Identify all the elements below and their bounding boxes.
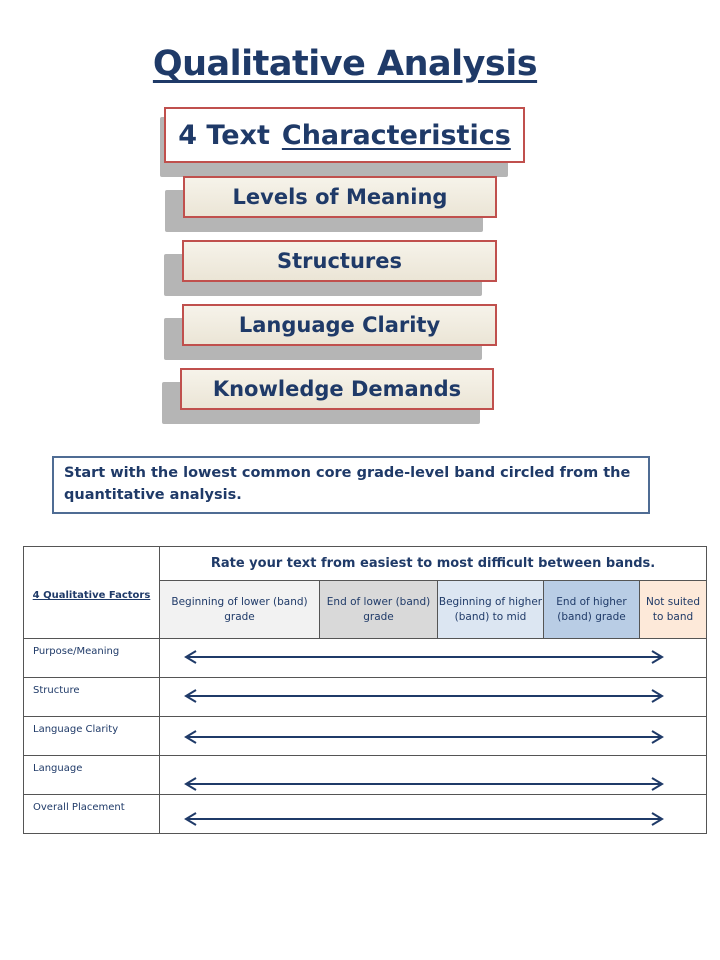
table-row	[24, 795, 707, 834]
rate-header: Rate your text from easiest to most difficult between bands.	[160, 547, 707, 581]
instruction-note: Start with the lowest common core grade-level band circled from the quantitative analysis.	[52, 456, 650, 514]
double-arrow-icon	[182, 649, 666, 665]
row-label: Purpose/Meaning	[24, 639, 160, 678]
band-beginning-higher: Beginning of higher (band) to mid	[438, 581, 544, 639]
rating-arrow-cell[interactable]	[160, 795, 707, 834]
rating-table	[23, 546, 707, 834]
subtitle-prefix: 4 Text	[178, 119, 270, 151]
rating-arrow-cell[interactable]	[160, 756, 707, 795]
row-label: Language	[24, 756, 160, 795]
subtitle-box	[164, 107, 525, 163]
table-row	[24, 756, 707, 795]
table-row	[24, 639, 707, 678]
table-row	[24, 678, 707, 717]
row-label: Structure	[24, 678, 160, 717]
characteristic-structures: Structures	[182, 240, 497, 282]
double-arrow-icon	[182, 729, 666, 745]
row-label: Overall Placement	[24, 795, 160, 834]
factors-header: 4 Qualitative Factors	[24, 547, 160, 639]
rating-arrow-cell[interactable]	[160, 678, 707, 717]
table-row	[24, 717, 707, 756]
double-arrow-icon	[182, 811, 666, 827]
characteristic-knowledge-demands: Knowledge Demands	[180, 368, 494, 410]
band-beginning-lower: Beginning of lower (band) grade	[160, 581, 320, 639]
double-arrow-icon	[182, 776, 666, 792]
rating-arrow-cell[interactable]	[160, 717, 707, 756]
rating-arrow-cell[interactable]	[160, 639, 707, 678]
page-title: Qualitative Analysis	[152, 44, 538, 84]
row-label: Language Clarity	[24, 717, 160, 756]
band-not-suited: Not suited to band	[640, 581, 707, 639]
characteristic-language-clarity: Language Clarity	[182, 304, 497, 346]
subtitle-underlined: Characteristics	[281, 119, 511, 151]
band-end-higher: End of higher (band) grade	[544, 581, 640, 639]
band-end-lower: End of lower (band) grade	[320, 581, 438, 639]
double-arrow-icon	[182, 688, 666, 704]
characteristic-levels-of-meaning: Levels of Meaning	[183, 176, 497, 218]
